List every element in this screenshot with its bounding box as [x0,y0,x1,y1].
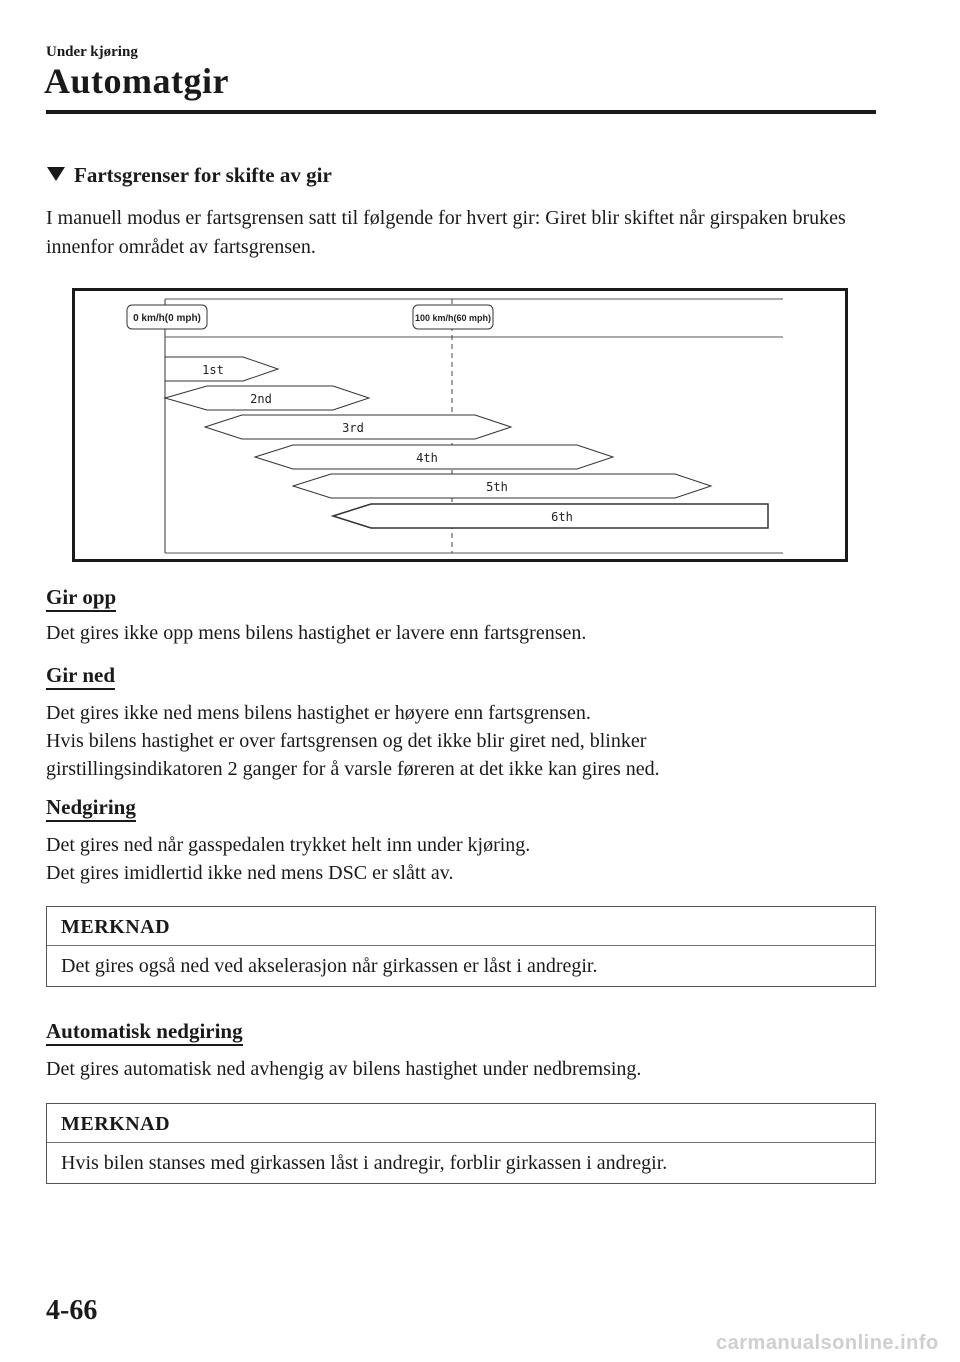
note-2-text: Hvis bilen stanses med girkassen låst i andregir, forblir girkassen i andregir. [61,1152,668,1174]
gear-label-4th: 4th [416,451,438,465]
gir-ned-heading-wrap [46,663,115,687]
gear-label-1st: 1st [202,363,224,377]
gir-opp-heading: Gir opp [46,585,116,612]
gir-ned-line-3: girstillingsindikatoren 2 ganger for å varsle føreren at det ikke kan gires ned. [46,758,660,780]
intro-paragraph: I manuell modus er fartsgrensen satt til følgende for hvert gir: Giret blir skiftet når girspaken brukes innenfor området av fartsgrensen. [46,207,846,258]
nedgiring-heading: Nedgiring [46,795,136,822]
gir-ned-line-2: Hvis bilens hastighet er over fartsgrensen og det ikke blir giret ned, blinker [46,730,647,752]
gir-opp-text: Det gires ikke opp mens bilens hastighet er lavere enn fartsgrensen. [46,622,587,644]
gear-bar-5th [293,474,711,498]
speed-label-0 [127,305,207,329]
gear-bar-4th [255,445,613,469]
automatisk-heading: Automatisk nedgiring [46,1019,243,1046]
gear-label-6th: 6th [551,510,573,524]
gir-ned-heading: Gir ned [46,663,115,690]
section-heading [46,163,332,188]
gear-bar-2nd [165,386,369,410]
gear-bar-6th [333,504,768,528]
section-label: Under kjøring [46,44,138,60]
automatisk-text: Det gires automatisk ned avhengig av bilens hastighet under nedbremsing. [46,1058,642,1080]
nedgiring-heading-wrap [46,795,136,819]
speed-label-100 [413,305,493,329]
gear-label-2nd: 2nd [250,392,272,406]
triangle-down-icon [46,163,66,188]
gir-opp-heading-wrap [46,585,116,609]
note-box-1 [46,906,876,987]
watermark: carmanualsonline.info [716,1332,939,1354]
note-box-2 [46,1103,876,1184]
gear-label-5th: 5th [486,480,508,494]
speed-label-0-text: 0 km/h(0 mph) [133,313,201,324]
nedgiring-line-2: Det gires imidlertid ikke ned mens DSC er slått av. [46,862,454,884]
page-title: Automatgir [44,61,229,101]
gear-speed-diagram [72,288,848,562]
gear-bar-3rd [205,415,511,439]
nedgiring-line-1: Det gires ned når gasspedalen trykket helt inn under kjøring. [46,834,531,856]
gear-label-3rd: 3rd [342,421,364,435]
gear-bar-1st [165,357,278,381]
automatisk-heading-wrap [46,1019,243,1043]
note-1-title: MERKNAD [47,907,875,946]
speed-label-100-text: 100 km/h(60 mph) [414,313,492,323]
page-number: 4-66 [46,1295,98,1326]
note-2-title: MERKNAD [47,1104,875,1143]
note-1-text: Det gires også ned ved akselerasjon når girkassen er låst i andregir. [61,955,598,977]
gir-ned-line-1: Det gires ikke ned mens bilens hastighet er høyere enn fartsgrensen. [46,702,591,724]
section-heading-text: Fartsgrenser for skifte av gir [74,163,332,187]
title-divider [46,110,876,114]
